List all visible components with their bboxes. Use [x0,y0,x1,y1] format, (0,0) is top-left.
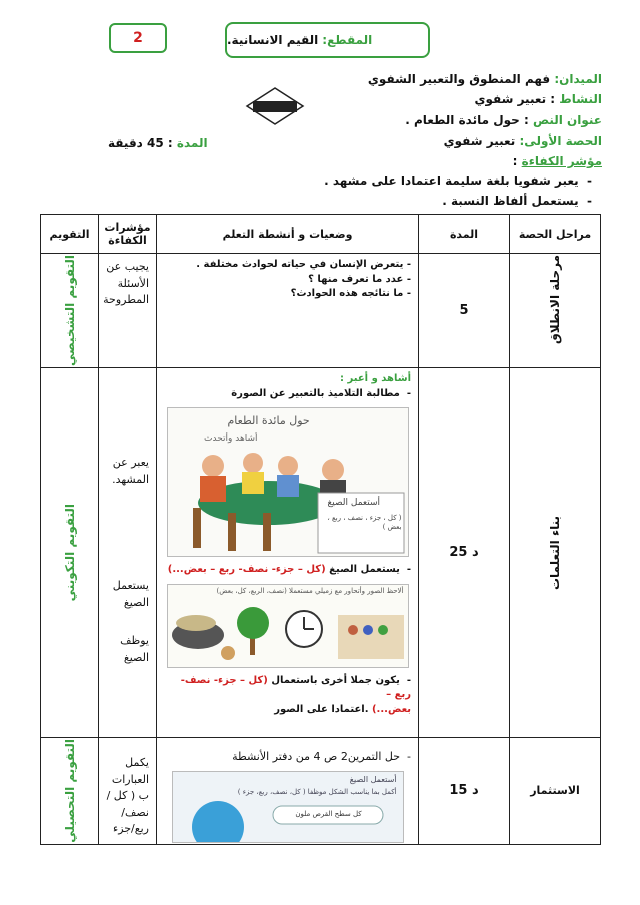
pic1-box-title: أستعمل الصيغ [327,498,381,509]
activity-value: : تعبير شفوي [474,92,556,106]
disc-illustration [173,772,403,842]
row3-pic-bubble: كل سطح القرص ملون [295,809,362,818]
competence-colon: : [512,154,518,168]
title-label: عنوان النص [532,113,602,127]
row2-indicator-1: يعبر عن المشهد. [112,456,149,486]
row3-evaluation: التقويم التحصيلي [62,739,77,843]
segment-box [225,22,430,58]
header-situations: وضعيات و أنشطة التعلم [157,215,419,254]
row2-use-line: - يستعمل الصيغ (كل – جزء- نصف- ربع – بعض...) [167,564,411,576]
row3-pic-title: أستعمل الصيغ [349,774,397,784]
header-evaluation: التقويم [41,215,99,254]
competence-item-1: - يعبر شفويا بلغة سليمة اعتمادا على مشهد . [324,174,592,188]
row1-activities [158,255,417,305]
row3-pic-text: أكمل بما يناسب الشكل موظفا ( كل، نصف، ربع، جزء ) [237,787,397,796]
row1-indicator: يجيب عن الأسئلة المطروحة [103,260,149,306]
field-line [368,72,602,86]
field-label: الميدان: [554,72,602,86]
row1-evaluation: التقويم التشخيصي [62,255,77,367]
competence-label: مؤشر الكفاءة [521,154,602,168]
row2-use-formula: (كل – جزء- نصف- ربع – بعض...) [167,564,326,576]
activity-label: النشاط [559,92,602,106]
row2-phase: بناء التعلمات [548,515,562,590]
activity-line [474,92,602,106]
segment-value: القيم الانسانية. [227,33,319,47]
row3-phase: الاستثمار [530,784,580,798]
header-duration: المدة [419,215,510,254]
row1-phase: مرحلة الانطلاق [548,255,562,344]
stamp-icon [245,87,305,125]
row3-line: - حل التمرين2 ص 4 من دفتر الأنشطة [232,750,411,764]
row2-indicator-2: يستعمل الصيغ [112,579,149,609]
page-number-box [109,23,167,53]
table-row-start [41,254,601,368]
row2-indicators [100,369,155,670]
row2-heading: أشاهد و أعبر : [340,373,411,385]
teacher-stamp [245,87,305,125]
title-value: : حول مائدة الطعام . [405,113,529,127]
row2-line-1: - مطالبة التلاميذ بالتعبير عن الصورة [231,387,411,399]
table-row-invest [41,738,601,845]
session-label: الحصة الأولى: [519,134,602,148]
title-line [405,113,602,127]
pic1-box-text: ( كل ، جزء ، نصف ، ربع ، بعض ) [327,514,402,532]
pic2-caption: ألاحظ الصور وأتحاور مع زميلي مستعملا (نصف، الربع، كل، بعض) [216,586,404,595]
duration-value: : 45 دقيقة [108,136,173,150]
row3-indicator: يكمل العبارات ب ( كل /نصف/ربع/جزء [106,756,149,836]
competence-item-2: - يستعمل ألفاظ النسبة . [442,194,592,208]
row2-indicator-3: يوظف الصيغ [120,634,149,664]
row1-line-2: - عدد ما تعرف منها ؟ [308,273,411,285]
table-row-build [41,368,601,738]
row2-make-line: - يكون جملا أخرى باستعمال (كل – جزء- نصف- ربع – بعض...) .اعتمادا على الصور [180,674,411,715]
dining-scene-picture [167,407,409,557]
header-indicators: مؤشرات الكفاءة [99,215,157,254]
table-header-row [41,215,601,254]
session-line [444,134,602,148]
pic1-title: حول مائدة الطعام [227,414,310,428]
exercise-picture [172,771,404,843]
row2-make-formula-2: بعض...) [371,703,411,715]
row2-duration: 25 د [449,545,479,561]
usage-pictures [167,584,409,668]
row1-line-1: - يتعرض الإنسان في حياته لحوادث مختلفة . [196,259,411,270]
competence-text-1: يعبر شفويا بلغة سليمة اعتمادا على مشهد . [324,174,579,188]
page-number: 2 [133,30,143,46]
session-value: تعبير شفوي [443,134,516,148]
segment-label: المقطع: [322,33,373,47]
competence-text-2: يستعمل ألفاظ النسبة . [442,194,579,208]
row2-make-suffix: .اعتمادا على الصور [274,703,369,715]
row3-duration: 15 د [449,783,479,799]
row1-line-3: - ما نتائجه هذه الحوادث؟ [290,288,411,299]
usage-illustration [168,585,408,667]
dining-illustration [168,408,408,556]
header-phases: مراحل الحصة [510,215,601,254]
field-value: فهم المنطوق والتعبير الشفوي [367,72,551,86]
lesson-table [40,214,601,845]
duration-line [108,136,208,150]
row1-duration: 5 [459,303,469,318]
competence-line [513,154,602,168]
duration-label: المدة [176,136,208,150]
row2-make-formula-1: (كل – جزء- نصف- ربع – [180,674,411,701]
row2-evaluation: التقويم التكويني [62,503,77,602]
pic1-sub: أشاهد وأتحدث [204,434,258,445]
